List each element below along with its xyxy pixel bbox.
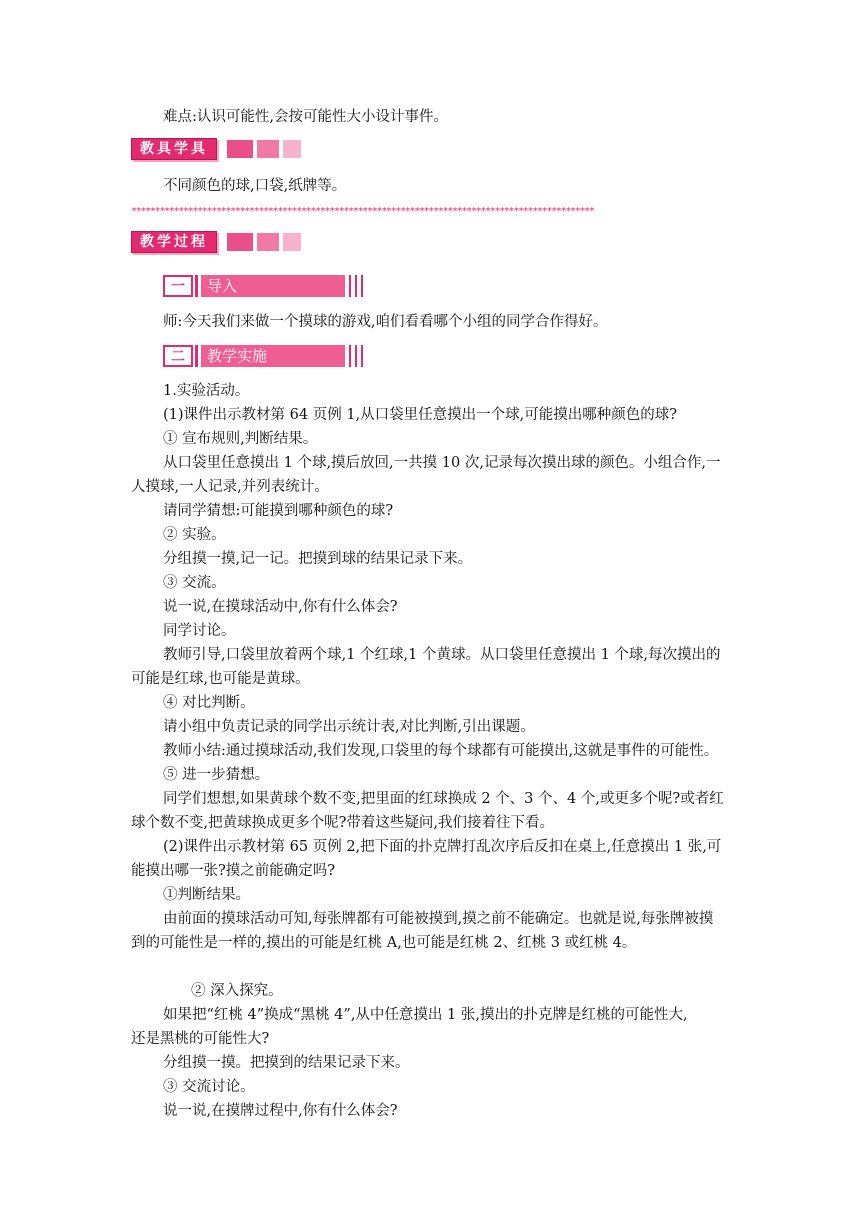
- divider-bar: [349, 345, 351, 367]
- body-line: 如果把“红桃 4”换成“黑桃 4”,从中任意摸出 1 张,摸出的扑克牌是红桃的可能性大,: [163, 1007, 688, 1023]
- difficulty-text: 难点:认识可能性,会按可能性大小设计事件。: [163, 109, 448, 125]
- section-heading-implementation: [163, 345, 363, 367]
- divider-bar: [361, 275, 363, 297]
- body-line: 同学讨论。: [163, 623, 236, 639]
- body-line: 请同学猜想:可能摸到哪种颜色的球?: [163, 503, 394, 519]
- tools-text: 不同颜色的球,口袋,纸牌等。: [163, 178, 347, 194]
- section-number: 一: [163, 275, 193, 297]
- body-line: 到的可能性是一样的,摸出的可能是红桃 A,也可能是红桃 2、红桃 3 或红桃 4。: [131, 935, 637, 951]
- divider-bar: [355, 275, 357, 297]
- body-line: 还是黑桃的可能性大?: [131, 1031, 270, 1047]
- body-line: ② 深入探究。: [191, 983, 283, 999]
- body-line: ①判断结果。: [163, 887, 250, 903]
- tools-header-label: 教具学具: [131, 138, 217, 160]
- body-line: ① 宣布规则,判断结果。: [163, 431, 318, 447]
- header-square-icon: [283, 233, 301, 251]
- divider-bar: [195, 275, 198, 297]
- body-line: 1.实验活动。: [163, 383, 250, 399]
- header-square-icon: [227, 233, 253, 251]
- body-line: 说一说,在摸球活动中,你有什么体会?: [163, 599, 398, 615]
- body-line: 人摸球,一人记录,并列表统计。: [131, 479, 329, 495]
- section-title: 导入: [201, 275, 345, 297]
- header-square-icon: [283, 140, 301, 158]
- body-line: 请小组中负责记录的同学出示统计表,对比判断,引出课题。: [163, 719, 535, 735]
- body-line: 教师小结:通过摸球活动,我们发现,口袋里的每个球都有可能摸出,这就是事件的可能性。: [163, 743, 719, 759]
- body-line: ③ 交流讨论。: [163, 1079, 255, 1095]
- intro-text: 师:今天我们来做一个摸球的游戏,咱们看看哪个小组的同学合作得好。: [163, 314, 608, 330]
- body-line: 从口袋里任意摸出 1 个球,摸后放回,一共摸 10 次,记录每次摸出球的颜色。小组合作,一: [163, 455, 721, 471]
- divider-bar: [355, 345, 357, 367]
- header-square-icon: [257, 140, 279, 158]
- body-line: ⑤ 进一步猜想。: [163, 767, 270, 783]
- process-header-label: 教学过程: [131, 231, 217, 253]
- star-divider: **************************************************************************************************: [131, 206, 594, 217]
- divider-bar: [349, 275, 351, 297]
- body-line: 同学们想想,如果黄球个数不变,把里面的红球换成 2 个、3 个、4 个,或更多个呢?或者红: [163, 791, 724, 807]
- body-line: ② 实验。: [163, 527, 226, 543]
- process-header: [131, 231, 301, 253]
- body-line: 可能是红球,也可能是黄球。: [131, 671, 310, 687]
- body-line: ④ 对比判断。: [163, 695, 255, 711]
- divider-bar: [361, 345, 363, 367]
- body-line: ③ 交流。: [163, 575, 226, 591]
- body-line: 分组摸一摸。把摸到的结果记录下来。: [163, 1055, 410, 1071]
- body-line: 教师引导,口袋里放着两个球,1 个红球,1 个黄球。从口袋里任意摸出 1 个球,每次摸出的: [163, 647, 721, 663]
- body-line: 球个数不变,把黄球换成更多个呢?带着这些疑问,我们接着往下看。: [131, 815, 554, 831]
- divider-bar: [195, 345, 198, 367]
- tools-header: [131, 138, 301, 160]
- header-square-icon: [257, 233, 279, 251]
- section-heading-intro: [163, 275, 363, 297]
- header-square-icon: [227, 140, 253, 158]
- section-number: 二: [163, 345, 193, 367]
- body-line: 分组摸一摸,记一记。把摸到球的结果记录下来。: [163, 551, 473, 567]
- body-line: 由前面的摸球活动可知,每张牌都有可能被摸到,摸之前不能确定。也就是说,每张牌被摸: [163, 911, 714, 927]
- section-title: 教学实施: [201, 345, 345, 367]
- body-line: 说一说,在摸牌过程中,你有什么体会?: [163, 1103, 398, 1119]
- body-line: (1)课件出示教材第 64 页例 1,从口袋里任意摸出一个球,可能摸出哪种颜色的球?: [163, 407, 678, 423]
- body-line: (2)课件出示教材第 65 页例 2,把下面的扑克牌打乱次序后反扣在桌上,任意摸出 1 张,可: [163, 839, 722, 855]
- body-line: 能摸出哪一张?摸之前能确定吗?: [131, 863, 336, 879]
